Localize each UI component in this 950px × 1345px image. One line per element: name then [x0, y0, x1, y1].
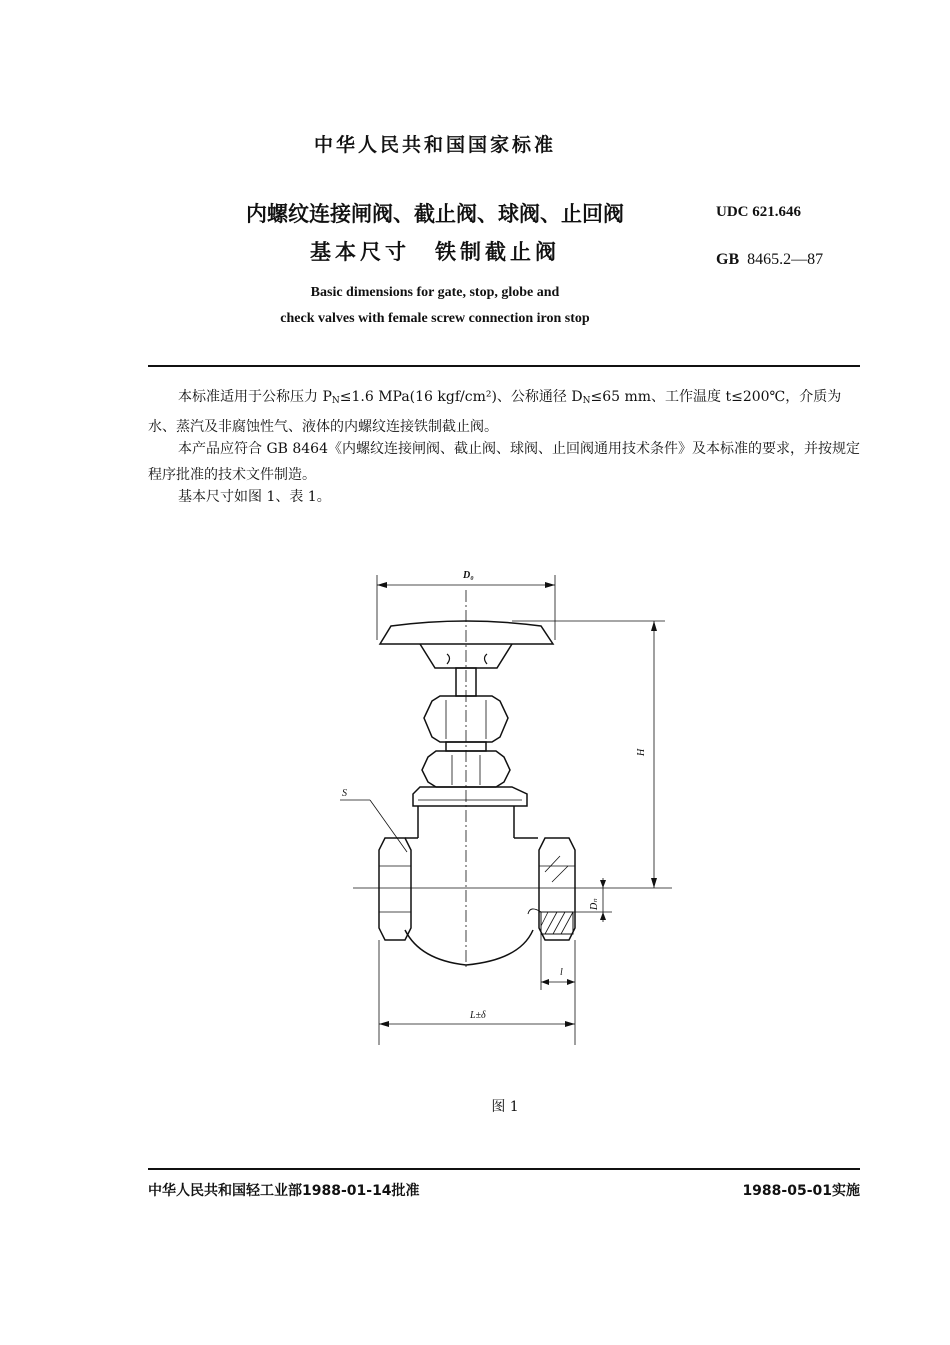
- valve-drawing: [330, 555, 690, 1055]
- gb-prefix: GB: [716, 251, 740, 268]
- label-l-small: l: [560, 967, 563, 978]
- scope-sub2: N: [582, 396, 591, 406]
- paragraph-scope: [148, 384, 860, 440]
- standard-header: 中华人民共和国国家标准: [313, 134, 556, 156]
- scope-sub1: N: [331, 396, 340, 406]
- english-title-line1: Basic dimensions for gate, stop, globe and: [310, 285, 560, 300]
- header-divider: [148, 365, 860, 367]
- scope-text-a: 本标准适用于公称压力 P: [178, 389, 332, 405]
- label-dn: Dₙ: [589, 898, 600, 910]
- label-d0: D₀: [463, 570, 474, 581]
- scope-text-c: ≤65 mm、工作温度 t≤200℃，介质为水、蒸汽及非腐蚀性气、液体的内螺纹连接铁制截止阀。: [148, 389, 842, 435]
- english-title-line2: check valves with female screw connection iron stop: [280, 311, 590, 326]
- udc-number: UDC 621.646: [716, 204, 801, 220]
- document-title-line2: 基本尺寸 铁制截止阀: [310, 240, 560, 264]
- label-h: H: [636, 748, 647, 756]
- approval-info: 中华人民共和国轻工业部1988-01-14批准: [148, 1183, 420, 1199]
- scope-text-b: ≤1.6 MPa(16 kgf/cm²)、公称通径 D: [339, 389, 583, 405]
- gb-code: 8465.2—87: [747, 251, 824, 268]
- figure-caption: 图 1: [491, 1099, 519, 1115]
- paragraph-dimensions-ref: 基本尺寸如图 1、表 1。: [178, 489, 331, 505]
- effective-date: 1988-05-01实施: [742, 1183, 860, 1199]
- gb-number: [716, 251, 823, 269]
- label-s: S: [342, 788, 347, 799]
- label-l-total: L±δ: [470, 1010, 486, 1021]
- footer-divider: [148, 1168, 860, 1170]
- paragraph-requirements: 本产品应符合 GB 8464《内螺纹连接闸阀、截止阀、球阀、止回阀通用技术条件》及本标准的要求，并按规定程序批准的技术文件制造。: [148, 441, 860, 483]
- document-title-line1: 内螺纹连接闸阀、截止阀、球阀、止回阀: [246, 202, 624, 226]
